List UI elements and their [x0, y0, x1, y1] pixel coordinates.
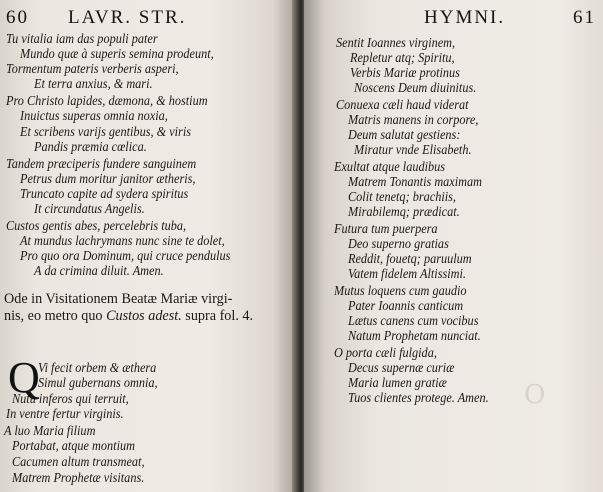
verse-line: Maria lumen gratiæ	[348, 375, 447, 390]
left-page	[0, 0, 296, 492]
verse-line: Lætus canens cum vocibus	[348, 313, 479, 328]
verse-line: In ventre fertur virginis.	[6, 406, 124, 421]
verse-line: Matrem Prophetæ visitans.	[12, 470, 145, 485]
verse-line: A luo Maria filium	[4, 423, 96, 438]
right-page	[304, 0, 603, 492]
verse-line: Et terra anxius, & mari.	[34, 76, 153, 91]
verse-line: Matris manens in corpore,	[348, 112, 479, 127]
verse-line: Inuictus superas omnia noxia,	[20, 108, 168, 123]
verse-line: Tu vitalia iam das populi pater	[6, 31, 158, 46]
verse-line: Mundo quæ à superis semina prodeunt,	[20, 46, 214, 61]
verse-line: Petrus dum moritur janitor ætheris,	[20, 171, 196, 186]
verse-line: Simul gubernans omnia,	[38, 375, 158, 390]
verse-line: O porta cæli fulgida,	[334, 345, 437, 360]
ode-title-line-2: nis, eo metro quo Custos adest. supra fol. 4.	[4, 308, 254, 324]
verse-line: Tuos clientes protege. Amen.	[348, 390, 489, 405]
verse-line: Repletur atq; Spiritu,	[350, 50, 455, 65]
verse-line: Reddit, fouetq; paruulum	[348, 251, 472, 266]
show-through-shadow: O	[524, 380, 546, 410]
verse-line: Tormentum pateris verberis asperi,	[6, 61, 179, 76]
verse-line: Colit tenetq; brachiis,	[348, 189, 456, 204]
verse-line: Portabat, atque montium	[12, 438, 135, 453]
verse-line: Mirabilemq; prædicat.	[348, 204, 460, 219]
verse-line: Natum Prophetam nunciat.	[348, 328, 481, 343]
verse-line: Et scribens varijs gentibus, & viris	[20, 124, 192, 139]
verse-line: Exultat atque laudibus	[334, 159, 446, 174]
verse-line: Miratur vnde Elisabeth.	[354, 142, 472, 157]
page-number-left: 60	[6, 7, 29, 28]
verse-line: Custos gentis abes, percelebris tuba,	[6, 218, 187, 233]
verse-line: Noscens Deum diuinitus.	[354, 80, 477, 95]
verse-line: Vi fecit orbem & æthera	[38, 360, 157, 375]
verse-line: Sentit Ioannes virginem,	[336, 35, 456, 50]
verse-line: Mutus loquens cum gaudio	[334, 283, 467, 298]
verse-line: Pro quo ora Dominum, qui cruce pendulus	[20, 248, 231, 263]
drop-cap-letter: Q	[8, 353, 40, 402]
verse-line: It circundatus Angelis.	[34, 201, 145, 216]
verse-line: Matrem Tonantis maximam	[348, 174, 483, 189]
verse-line: At mundus lachrymans nunc sine te dolet,	[20, 233, 225, 248]
verse-line: Futura tum puerpera	[334, 221, 438, 236]
verse-line: Nutu inferos qui terruit,	[12, 391, 129, 406]
running-head-left: LAVR. STR.	[68, 7, 187, 28]
page-number-right: 61	[573, 7, 596, 28]
verse-line: Pandis præmia cœlica.	[34, 139, 147, 154]
verse-line: A da crimina diluit. Amen.	[34, 263, 164, 278]
verse-line: Deum salutat gestiens:	[348, 127, 461, 142]
verse-line: Tandem præciperis fundere sanguinem	[6, 156, 197, 171]
verse-line: Vatem fidelem Altissimi.	[348, 266, 466, 281]
verse-line: Conuexa cæli haud viderat	[336, 97, 469, 112]
ode-title-line-1: Ode in Visitationem Beatæ Mariæ virgi-	[4, 291, 233, 307]
verse-line: Pro Christo lapides, dæmona, & hostium	[6, 93, 208, 108]
verse-line: Deo superno gratias	[348, 236, 449, 251]
verse-line: Verbis Mariæ protinus	[350, 65, 460, 80]
verse-line: Pater Ioannis canticum	[348, 298, 464, 313]
running-head-right: HYMNI.	[424, 7, 506, 28]
verse-line: Truncato capite ad sydera spiritus	[20, 186, 189, 201]
verse-line: Decus supernæ curiæ	[348, 360, 455, 375]
verse-line: Cacumen altum transmeat,	[12, 454, 145, 469]
